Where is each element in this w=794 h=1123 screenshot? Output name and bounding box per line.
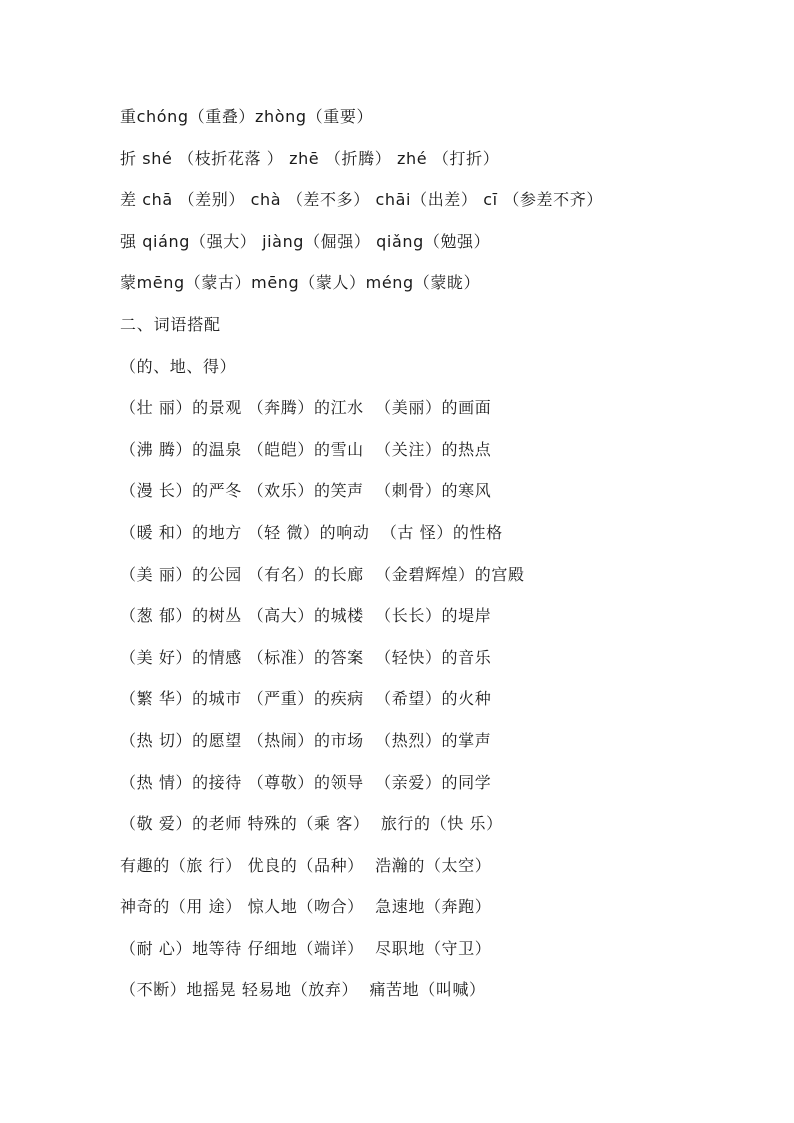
phrase-line: 有趣的（旅 行） 优良的（品种） 浩瀚的（太空） [120, 855, 492, 875]
pinyin-line-chong: 重chóng（重叠）zhòng（重要） [120, 107, 374, 126]
phrase-line: （美 丽）的公园 （有名）的长廊 （金碧辉煌）的宫殿 [120, 564, 525, 584]
phrase-line: （不断）地摇晃 轻易地（放弃） 痛苦地（叫喊） [120, 980, 486, 1000]
phrase-line: 神奇的（用 途） 惊人地（吻合） 急速地（奔跑） [120, 897, 492, 917]
pinyin-line-meng: 蒙mēng（蒙古）mēng（蒙人）méng（蒙眬） [120, 273, 481, 293]
phrase-line: （繁 华）的城市 （严重）的疾病 （希望）的火种 [120, 689, 492, 709]
phrase-line: （热 情）的接待 （尊敬）的领导 （亲爱）的同学 [120, 772, 492, 792]
pinyin-line-qiang: 强 qiáng（强大） jiàng（倔强） qiǎng（勉强） [120, 231, 491, 251]
phrase-line: （沸 腾）的温泉 （皑皑）的雪山 （关注）的热点 [120, 439, 492, 459]
pinyin-line-cha: 差 chā （差别） chà （差不多） chāi（出差） cī （参差不齐） [120, 190, 603, 210]
phrase-line: （壮 丽）的景观 （奔腾）的江水 （美丽）的画面 [120, 398, 492, 418]
phrase-line: （美 好）的情感 （标准）的答案 （轻快）的音乐 [120, 647, 492, 667]
phrase-line: （敬 爱）的老师 特殊的（乘 客） 旅行的（快 乐） [120, 814, 503, 834]
pinyin-line-zhe: 折 shé （枝折花落 ） zhē （折腾） zhé （打折） [120, 148, 500, 168]
section-note: （的、地、得） [120, 356, 237, 376]
document-body [120, 104, 780, 1019]
phrase-line: （耐 心）地等待 仔细地（端详） 尽职地（守卫） [120, 938, 492, 958]
phrase-line: （热 切）的愿望 （热闹）的市场 （热烈）的掌声 [120, 730, 492, 750]
section-title: 二、词语搭配 [120, 314, 221, 334]
phrase-line: （葱 郁）的树丛 （高大）的城楼 （长长）的堤岸 [120, 606, 492, 626]
phrase-line: （暖 和）的地方 （轻 微）的响动 （古 怪）的性格 [120, 522, 503, 542]
phrase-line: （漫 长）的严冬 （欢乐）的笑声 （刺骨）的寒风 [120, 481, 492, 501]
